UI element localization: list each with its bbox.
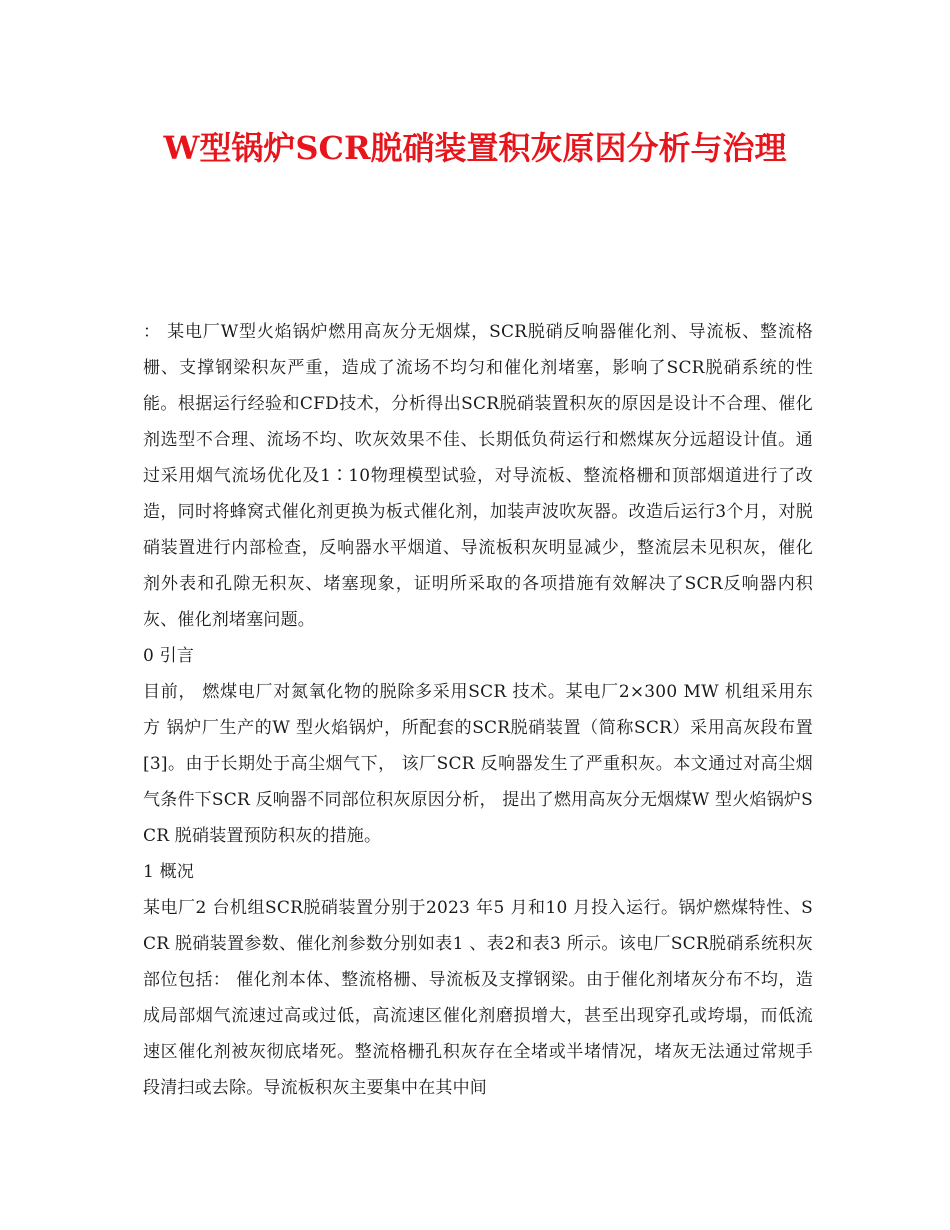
document-title: W型锅炉SCR脱硝装置积灰原因分析与治理 <box>163 129 787 167</box>
overview-paragraph: 某电厂2 台机组SCR脱硝装置分别于2023 年5 月和10 月投入运行。锅炉燃煤特性、SCR 脱硝装置参数、催化剂参数分别如表1 、表2和表3 所示。该电厂SCR脱硝系统积灰部位包括： 催化剂本体、整流格栅、导流板及支撑钢梁。由于催化剂堵灰分布不均，造成局部烟气流速过高或过低，高流速区催化剂磨损增大，甚至出现穿孔或垮塌，而低流速区催化剂被灰彻底堵死。整流格栅孔积灰存在全堵或半堵情况，堵灰无法通过常规手段清扫或去除。导流板积灰主要集中在其中间 <box>143 898 813 1098</box>
introduction-paragraph: 目前， 燃煤电厂对氮氧化物的脱除多采用SCR 技术。某电厂2×300 MW 机组采用东方 锅炉厂生产的W 型火焰锅炉，所配套的SCR脱硝装置（简称SCR）采用高灰段布置[3]。由于长期处于高尘烟气下， 该厂SCR 反响器发生了严重积灰。本文通过对高尘烟气条件下SCR 反响器不同部位积灰原因分析， 提出了燃用高灰分无烟煤W 型火焰锅炉SCR 脱硝装置预防积灰的措施。 <box>143 682 813 846</box>
section-heading-introduction: 0 引言 <box>143 646 195 666</box>
section-heading-overview: 1 概况 <box>143 862 195 882</box>
document-body <box>143 314 813 1106</box>
abstract-paragraph: ： 某电厂W型火焰锅炉燃用高灰分无烟煤，SCR脱硝反响器催化剂、导流板、整流格栅、支撑钢梁积灰严重，造成了流场不均匀和催化剂堵塞，影响了SCR脱硝系统的性能。根据运行经验和CFD技术，分析得出SCR脱硝装置积灰的原因是设计不合理、催化剂选型不合理、流场不均、吹灰效果不佳、长期低负荷运行和燃煤灰分远超设计值。通过采用烟气流场优化及1∶10物理模型试验，对导流板、整流格栅和顶部烟道进行了改造，同时将蜂窝式催化剂更换为板式催化剂，加装声波吹灰器。改造后运行3个月，对脱硝装置进行内部检查，反响器水平烟道、导流板积灰明显减少，整流层未见积灰，催化剂外表和孔隙无积灰、堵塞现象，证明所采取的各项措施有效解决了SCR反响器内积灰、催化剂堵塞问题。 <box>143 322 813 630</box>
